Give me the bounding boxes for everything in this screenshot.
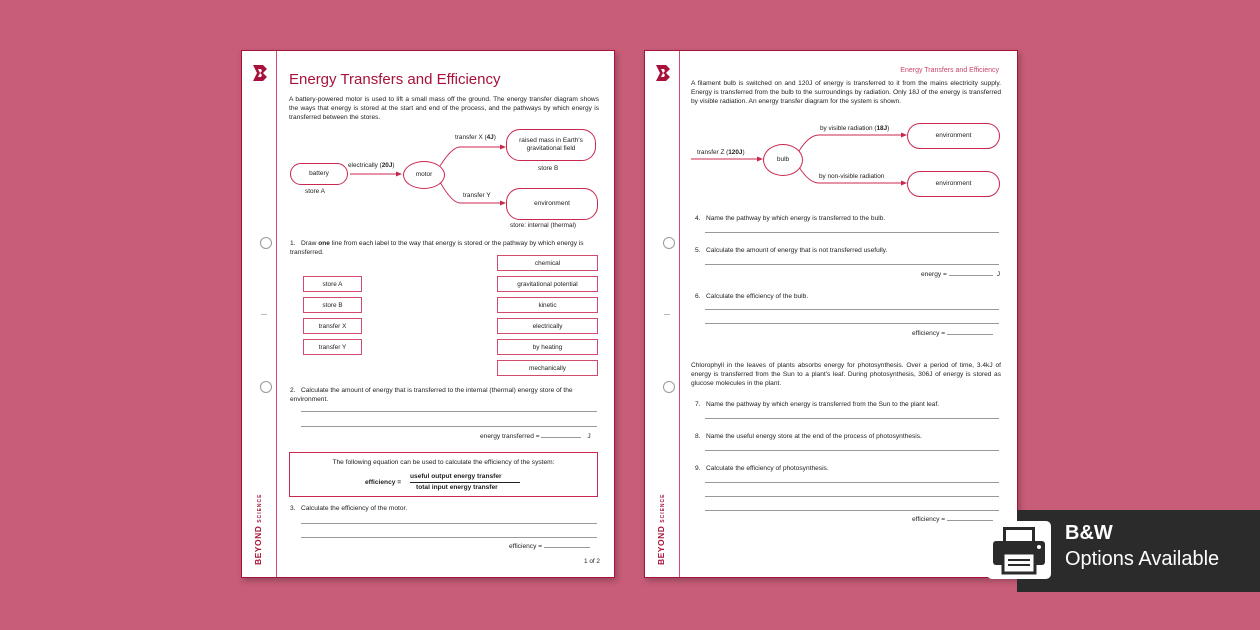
answer-line[interactable] bbox=[705, 482, 999, 483]
answer-line[interactable] bbox=[705, 232, 999, 233]
option-mechanically[interactable]: mechanically bbox=[497, 360, 598, 376]
equation-denominator: total input energy transfer bbox=[416, 484, 498, 491]
q6-answer: efficiency = bbox=[912, 330, 993, 337]
answer-line[interactable] bbox=[301, 537, 597, 538]
option-by-heating[interactable]: by heating bbox=[497, 339, 598, 355]
brand-sub: SCIENCE bbox=[257, 493, 263, 523]
question-9: 9. Calculate the efficiency of photosynthesis. bbox=[695, 465, 829, 472]
question-6: 6. Calculate the efficiency of the bulb. bbox=[695, 293, 809, 300]
transfer-z-label: transfer Z (120J) bbox=[697, 149, 745, 156]
q2-answer: energy transferred = J bbox=[480, 433, 591, 440]
brand-name: BEYOND bbox=[253, 525, 263, 565]
label-transfer-y[interactable]: transfer Y bbox=[303, 339, 362, 355]
running-header: Energy Transfers and Efficiency bbox=[900, 67, 999, 74]
environment-node-2: environment bbox=[907, 171, 1000, 197]
option-gravitational-potential[interactable]: gravitational potential bbox=[497, 276, 598, 292]
equation-intro: The following equation can be used to calculate the efficiency of the system: bbox=[332, 459, 555, 466]
intro-paragraph: A filament bulb is switched on and 120J of energy is transferred to it from the mains electricity supply. Energy is transferred from the bulb to the surroundings by radiation. Only 18J of the energy is transferred by visible radiation. An energy transfer diagram for the system is shown. bbox=[691, 80, 1001, 105]
option-electrically[interactable]: electrically bbox=[497, 318, 598, 334]
transfer-y-label: transfer Y bbox=[463, 192, 491, 199]
question-4: 4. Name the pathway by which energy is transferred to the bulb. bbox=[695, 215, 886, 222]
answer-line[interactable] bbox=[705, 323, 999, 324]
answer-line[interactable] bbox=[301, 523, 597, 524]
bw-options-badge[interactable] bbox=[1017, 510, 1260, 592]
question-7: 7. Name the pathway by which energy is transferred from the Sun to the plant leaf. bbox=[695, 401, 940, 408]
worksheet-page-2 bbox=[644, 50, 1018, 578]
non-visible-radiation-label: by non-visible radiation bbox=[819, 173, 885, 180]
answer-line[interactable] bbox=[705, 510, 999, 511]
page-number: 1 of 2 bbox=[584, 558, 600, 565]
question-1: 1. Draw one line from each label to the way that energy is stored or the pathway by which energy is transferred. bbox=[290, 240, 584, 256]
option-chemical[interactable]: chemical bbox=[497, 255, 598, 271]
battery-node: battery bbox=[290, 163, 348, 185]
store-b-label: store B bbox=[538, 165, 559, 172]
raised-mass-node: raised mass in Earth's gravitational field bbox=[506, 129, 596, 161]
label-store-a[interactable]: store A bbox=[303, 276, 362, 292]
store-a-label: store A bbox=[305, 188, 325, 195]
brand-name: BEYOND bbox=[656, 525, 666, 565]
photosynthesis-paragraph: Chlorophyll in the leaves of plants absorbs energy for photosynthesis. Over a period of time, 3.4kJ of energy is transferred from the Sun to a plant's leaf. During photosynthesis, 306J of energy is stored as glucose molecules in the plant. bbox=[691, 362, 1001, 387]
question-5: 5. Calculate the amount of energy that is not transferred usefully. bbox=[695, 247, 888, 254]
brand-sub: SCIENCE bbox=[660, 493, 666, 523]
equation-box bbox=[289, 452, 598, 497]
visible-radiation-label: by visible radiation (18J) bbox=[820, 125, 890, 132]
q5-answer: energy = J bbox=[921, 271, 1000, 278]
equation-lhs: efficiency = bbox=[365, 479, 402, 486]
equation-numerator: useful output energy transfer bbox=[410, 473, 502, 480]
badge-title: B&W bbox=[1065, 522, 1113, 544]
environment-node-1: environment bbox=[907, 123, 1000, 149]
label-transfer-x[interactable]: transfer X bbox=[303, 318, 362, 334]
answer-line[interactable] bbox=[301, 426, 597, 427]
answer-line[interactable] bbox=[301, 411, 597, 412]
bulb-node: bulb bbox=[763, 144, 803, 176]
q3-answer: efficiency = bbox=[509, 543, 590, 550]
worksheet-page-1 bbox=[241, 50, 615, 578]
question-8: 8. Name the useful energy store at the end of the process of photosynthesis. bbox=[695, 433, 922, 440]
intro-paragraph: A battery-powered motor is used to lift a small mass off the ground. The energy transfer diagram shows the ways that energy is stored at the start and end of the process, and the pathways by which energy is transferred between the stores. bbox=[289, 96, 599, 121]
label-store-b[interactable]: store B bbox=[303, 297, 362, 313]
page-title: Energy Transfers and Efficiency bbox=[289, 71, 501, 88]
answer-line[interactable] bbox=[705, 418, 999, 419]
answer-line[interactable] bbox=[705, 450, 999, 451]
question-2: 2. Calculate the amount of energy that is transferred to the internal (thermal) energy store of the environment. bbox=[290, 387, 573, 403]
printer-icon bbox=[985, 519, 1053, 581]
environment-node: environment bbox=[506, 188, 598, 220]
electrically-label: electrically (20J) bbox=[348, 162, 395, 169]
transfer-x-label: transfer X (4J) bbox=[455, 134, 496, 141]
question-3: 3. Calculate the efficiency of the motor. bbox=[290, 505, 408, 512]
q9-answer: efficiency = bbox=[912, 516, 993, 523]
answer-line[interactable] bbox=[705, 264, 999, 265]
option-kinetic[interactable]: kinetic bbox=[497, 297, 598, 313]
badge-subtitle: Options Available bbox=[1065, 548, 1220, 570]
answer-line[interactable] bbox=[705, 309, 999, 310]
store-internal-label: store: internal (thermal) bbox=[510, 222, 577, 229]
motor-node: motor bbox=[403, 161, 445, 189]
answer-line[interactable] bbox=[705, 496, 999, 497]
